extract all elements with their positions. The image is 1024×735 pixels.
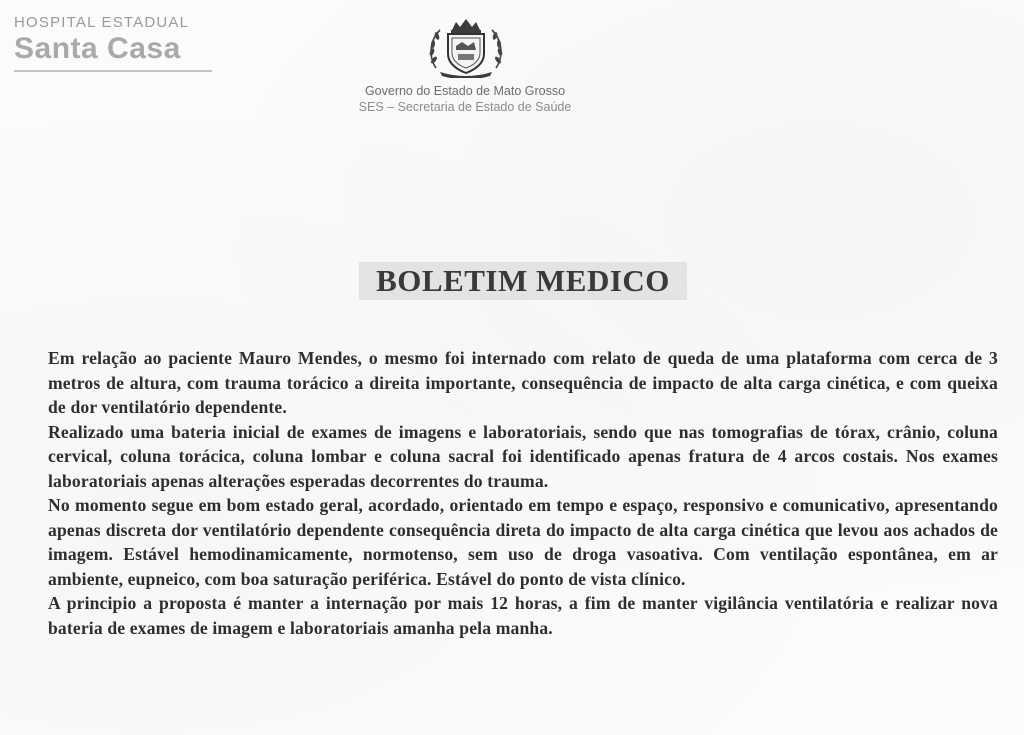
coat-of-arms-icon — [422, 16, 510, 78]
secretariat-name: SES – Secretaria de Estado de Saúde — [358, 100, 572, 114]
hospital-logo-line2: Santa Casa — [14, 32, 181, 65]
paragraph: Realizado uma bateria inicial de exames de imagens e laboratoriais, sendo que nas tomografias de tórax, crânio, coluna cervical, coluna torácica, coluna lombar e coluna sacral foi identificado apenas fratura de 4 arcos costais. Nos exames laboratoriais apenas alterações esperadas decorrentes do trauma. — [48, 421, 998, 491]
document-title: BOLETIM MEDICO — [359, 262, 687, 300]
hospital-logo — [14, 14, 214, 72]
paragraph: Em relação ao paciente Mauro Mendes, o mesmo foi internado com relato de queda de uma plataforma com cerca de 3 metros de altura, com trauma torácico a direita importante, consequência de impacto de alta carga cinética, e com queixa de dor ventilatório dependente. — [48, 348, 998, 417]
hospital-logo-underline — [14, 70, 212, 72]
hospital-logo-line1: HOSPITAL ESTADUAL — [14, 14, 190, 31]
paragraph: No momento segue em bom estado geral, acordado, orientado em tempo e espaço, responsivo e comunicativo, apresentando apenas discreta dor ventilatório dependente consequência direta do impacto de alta carga cinética que levou aos achados de imagem. Estável hemodinamicamente, normotenso, sem uso de droga vasoativa. Com ventilação espontânea, em ar ambiente, eupneico, com boa saturação periférica. Estável do ponto de vista clínico. — [48, 495, 998, 589]
bulletin-body — [48, 346, 998, 640]
paragraph: A principio a proposta é manter a internação por mais 12 horas, a fim de manter vigilância ventilatória e realizar nova bateria de exames de imagem e laboratoriais amanha pela manha. — [48, 593, 998, 638]
government-name: Governo do Estado de Mato Grosso — [364, 84, 566, 98]
